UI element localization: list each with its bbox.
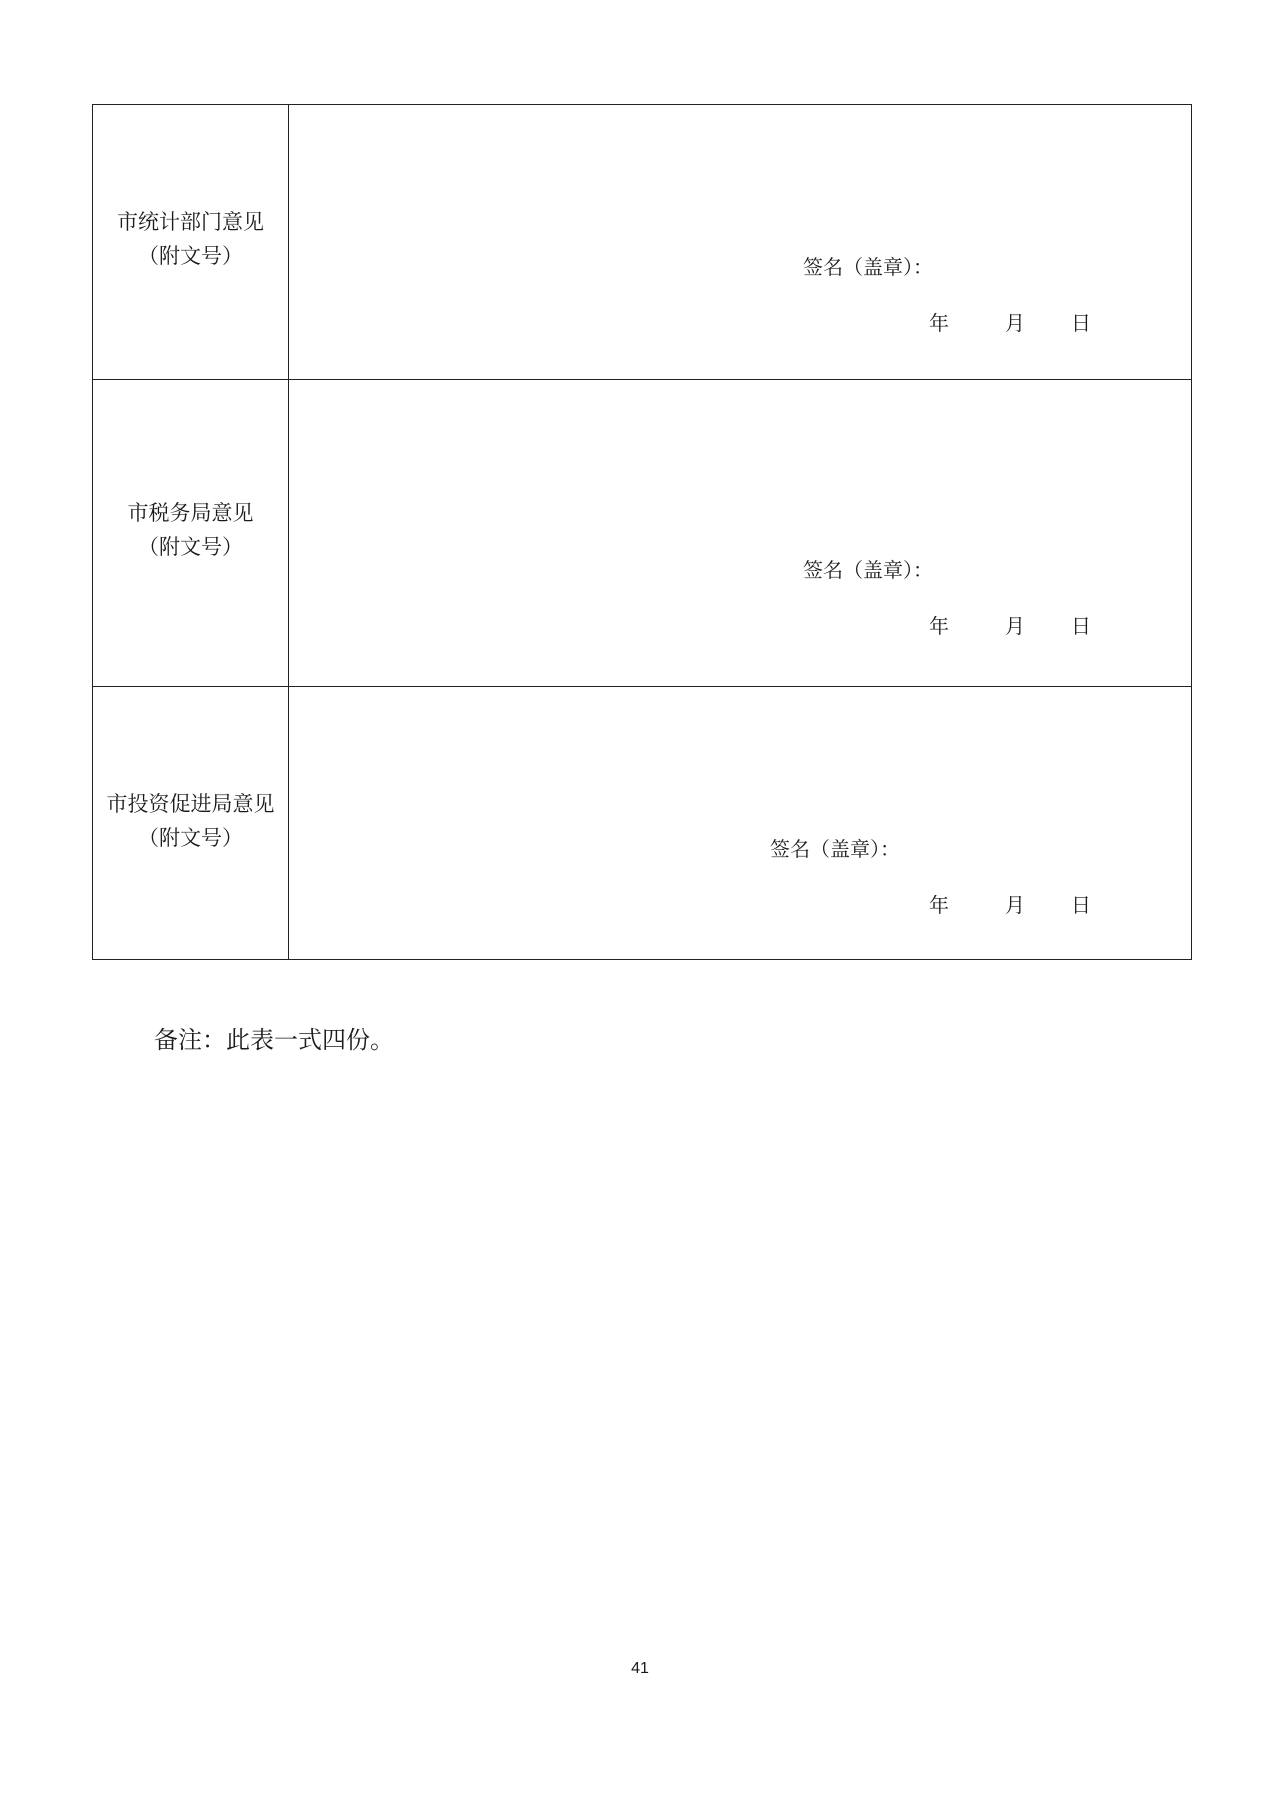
label-document-number: （附文号）	[138, 826, 243, 850]
label-cell-tax	[93, 380, 289, 686]
date-year-label: 年	[929, 893, 949, 917]
remark-note: 备注：此表一式四份。	[154, 1026, 394, 1054]
label-document-number: （附文号）	[138, 244, 243, 268]
date-month-label: 月	[1005, 893, 1025, 917]
date-month-label: 月	[1005, 311, 1025, 335]
opinion-field-investment[interactable]	[289, 687, 1191, 960]
signature-label: 签名（盖章）：	[803, 558, 933, 582]
table-row-tax	[93, 379, 1191, 686]
opinion-field-tax[interactable]	[289, 380, 1191, 686]
label-tax-bureau: 市税务局意见	[127, 501, 254, 525]
date-month-label: 月	[1005, 614, 1025, 638]
label-cell-investment	[93, 687, 289, 960]
table-row-investment	[93, 686, 1191, 960]
label-cell-statistics	[93, 105, 289, 379]
date-day-label: 日	[1071, 614, 1091, 638]
date-year-label: 年	[929, 311, 949, 335]
signature-label: 签名（盖章）：	[803, 255, 933, 279]
label-investment-promotion-bureau: 市投资促进局意见	[106, 792, 275, 816]
signature-label: 签名（盖章）：	[770, 837, 900, 861]
date-day-label: 日	[1071, 311, 1091, 335]
label-statistics-department: 市统计部门意见	[117, 210, 264, 234]
page-number: 41	[631, 1660, 649, 1677]
date-year-label: 年	[929, 614, 949, 638]
opinion-field-statistics[interactable]	[289, 105, 1191, 379]
label-document-number: （附文号）	[138, 535, 243, 559]
table-row-statistics	[93, 105, 1191, 379]
opinion-form-table	[92, 104, 1192, 960]
date-day-label: 日	[1071, 893, 1091, 917]
